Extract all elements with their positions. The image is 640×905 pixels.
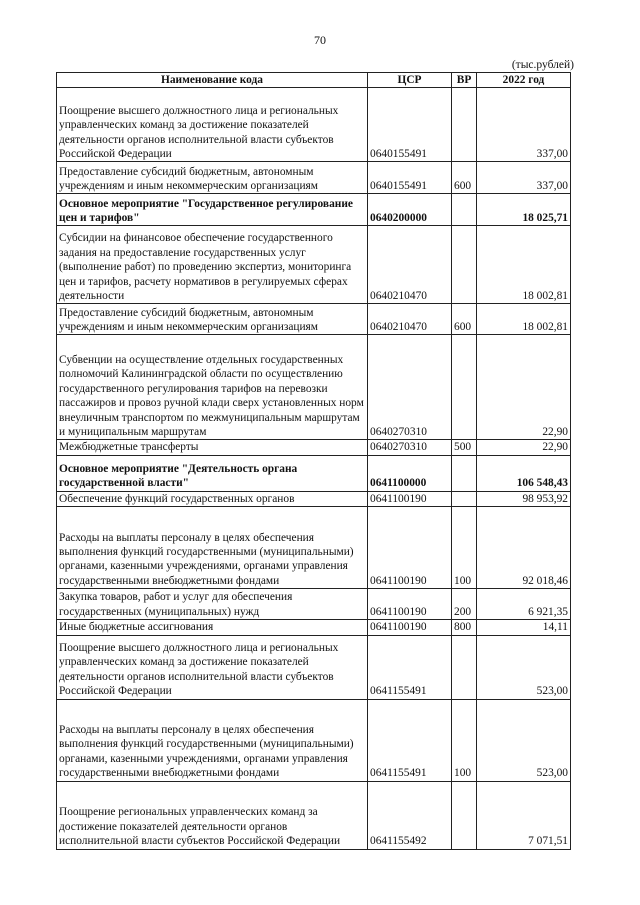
row-vr (452, 335, 477, 440)
row-amount: 18 025,71 (477, 194, 571, 226)
row-csr: 0641100000 (368, 455, 452, 491)
table-row (57, 507, 571, 589)
row-csr: 0640155491 (368, 162, 452, 194)
row-csr: 0640210470 (368, 304, 452, 335)
row-amount: 7 071,51 (477, 781, 571, 849)
header-vr: ВР (452, 73, 477, 88)
row-vr: 500 (452, 440, 477, 455)
table-row (57, 226, 571, 304)
row-csr: 0641155492 (368, 781, 452, 849)
row-name: Расходы на выплаты персоналу в целях обеспечения выполнения функций государственными (муниципальными) органами, казенными учреждениями, органами управления государственными внебюджетными фондами (57, 699, 368, 781)
row-amount: 22,90 (477, 335, 571, 440)
row-vr (452, 194, 477, 226)
units-label: (тыс.рублей) (511, 59, 574, 71)
row-csr: 0641100190 (368, 620, 452, 635)
table-row (57, 162, 571, 194)
row-name: Обеспечение функций государственных органов (57, 491, 368, 506)
row-vr: 600 (452, 162, 477, 194)
row-vr: 200 (452, 589, 477, 620)
row-vr: 800 (452, 620, 477, 635)
row-name: Поощрение высшего должностного лица и региональных управленческих команд за достижение показателей деятельности органов исполнительной власти субъектов Российской Федерации (57, 635, 368, 699)
table-header-row (57, 73, 571, 88)
row-name: Предоставление субсидий бюджетным, автономным учреждениям и иным некоммерческим организациям (57, 162, 368, 194)
table-row (57, 88, 571, 162)
row-name: Поощрение высшего должностного лица и региональных управленческих команд за достижение показателей деятельности органов исполнительной власти субъектов Российской Федерации (57, 88, 368, 162)
row-name: Субвенции на осуществление отдельных государственных полномочий Калининградской области по осуществлению государственного регулирования тарифов на перевозки пассажиров и провоз ручной клади сверх установленных норм внеуличным транспортом по межмуниципальным маршрутам и муниципальным маршрутам (57, 335, 368, 440)
table-row (57, 440, 571, 455)
row-vr (452, 781, 477, 849)
row-vr (452, 88, 477, 162)
row-vr: 100 (452, 699, 477, 781)
row-name: Иные бюджетные ассигнования (57, 620, 368, 635)
row-csr: 0640270310 (368, 335, 452, 440)
row-name: Основное мероприятие "Государственное регулирование цен и тарифов" (57, 194, 368, 226)
row-name: Закупка товаров, работ и услуг для обеспечения государственных (муниципальных) нужд (57, 589, 368, 620)
row-amount: 18 002,81 (477, 304, 571, 335)
row-csr: 0641155491 (368, 635, 452, 699)
row-amount: 106 548,43 (477, 455, 571, 491)
row-vr (452, 455, 477, 491)
row-csr: 0641155491 (368, 699, 452, 781)
row-csr: 0640210470 (368, 226, 452, 304)
row-amount: 98 953,92 (477, 491, 571, 506)
row-name: Основное мероприятие "Деятельность органа государственной власти" (57, 455, 368, 491)
row-amount: 22,90 (477, 440, 571, 455)
header-name: Наименование кода (57, 73, 368, 88)
row-csr: 0641100190 (368, 589, 452, 620)
budget-table (56, 72, 571, 850)
row-amount: 6 921,35 (477, 589, 571, 620)
table-row (57, 589, 571, 620)
page-number: 70 (314, 33, 326, 47)
row-amount: 18 002,81 (477, 226, 571, 304)
row-amount: 337,00 (477, 162, 571, 194)
table-row (57, 304, 571, 335)
row-name: Поощрение региональных управленческих команд за достижение показателей деятельности органов исполнительной власти субъектов Российской Федерации (57, 781, 368, 849)
row-vr (452, 226, 477, 304)
row-vr: 100 (452, 507, 477, 589)
row-vr: 600 (452, 304, 477, 335)
header-amount: 2022 год (477, 73, 571, 88)
table-row (57, 335, 571, 440)
table-row (57, 620, 571, 635)
header-csr: ЦСР (368, 73, 452, 88)
row-csr: 0641100190 (368, 491, 452, 506)
row-name: Межбюджетные трансферты (57, 440, 368, 455)
row-name: Предоставление субсидий бюджетным, автономным учреждениям и иным некоммерческим организациям (57, 304, 368, 335)
table-row (57, 781, 571, 849)
row-amount: 337,00 (477, 88, 571, 162)
row-amount: 14,11 (477, 620, 571, 635)
row-csr: 0641100190 (368, 507, 452, 589)
row-amount: 92 018,46 (477, 507, 571, 589)
table-row (57, 699, 571, 781)
table-row (57, 491, 571, 506)
row-name: Расходы на выплаты персоналу в целях обеспечения выполнения функций государственными (муниципальными) органами, казенными учреждениями, органами управления государственными внебюджетными фондами (57, 507, 368, 589)
row-vr (452, 491, 477, 506)
row-vr (452, 635, 477, 699)
row-name: Субсидии на финансовое обеспечение государственного задания на предоставление государственных услуг (выполнение работ) по проведению экспертиз, мониторинга цен и тарифов, расчету нормативов в регулируемых сферах деятельности (57, 226, 368, 304)
row-csr: 0640200000 (368, 194, 452, 226)
row-csr: 0640270310 (368, 440, 452, 455)
row-amount: 523,00 (477, 635, 571, 699)
row-csr: 0640155491 (368, 88, 452, 162)
table-row (57, 194, 571, 226)
table-row (57, 635, 571, 699)
table-row (57, 455, 571, 491)
row-amount: 523,00 (477, 699, 571, 781)
